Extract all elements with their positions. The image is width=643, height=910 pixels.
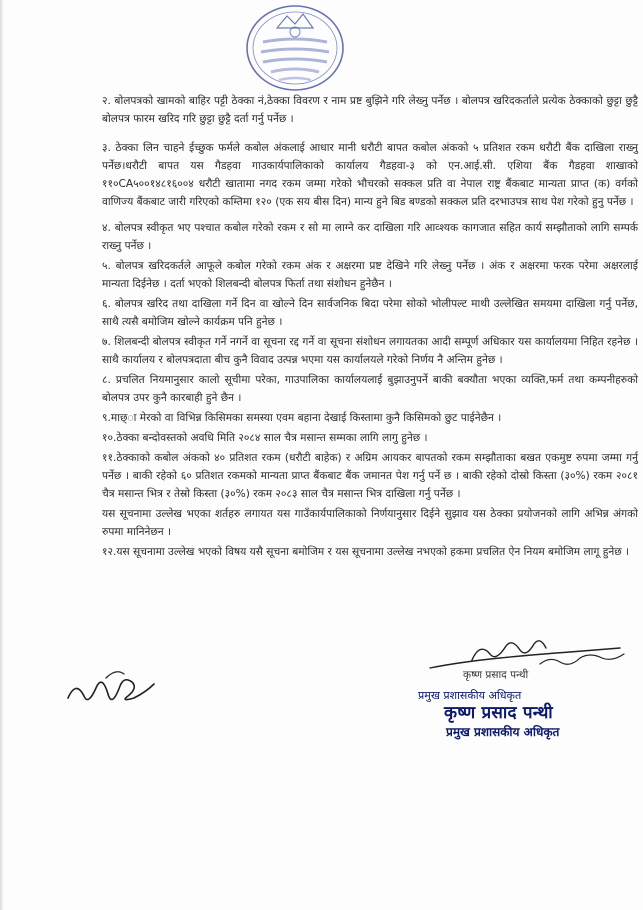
scan-edge <box>0 0 4 910</box>
clause-9: ९.माछ्ा मेरको वा विभिन्न किसिमका समस्या एवम बहाना देखाई किस्तामा कुनै किसिमको छुट पाईनेछैन । <box>102 412 502 424</box>
clause-6: ६. बोलपत्र खरिद तथा दाखिला गर्ने दिन वा खोल्ने दिन सार्वजनिक बिदा परेमा सोको भोलीपल्ट माथी उल्लेखित समयमा दाखिला गर्नु पर्नेछ, साथै त्यसै बमोजिम खोल्ने कार्यक्रम पनि हुनेछ । <box>102 298 638 328</box>
office-seal-icon <box>243 2 347 94</box>
clause-2: २. बोलपत्रको खामको बाहिर पट्टी ठेक्का नं,ठेक्का विवरण र नाम प्रष्ट बुझिने गरि लेख्नु पर्नेछ । बोलपत्र खरिदकर्ताले प्रत्येक ठेक्काको छुट्टा छुट्टै बोलपत्र फारम खरिद गरि छुट्टा छुट्टै दर्ता गर्नु पर्नेछ । <box>102 95 638 125</box>
clause-10: १०.ठेक्का बन्दोवस्तको अवधि मिति २०८४ साल चैत्र मसान्त सम्मका लागि लागु हुनेछ । <box>102 432 428 444</box>
stamp-title: प्रमुख प्रशासकीय अधिकृत <box>418 689 522 702</box>
notice-body <box>102 92 638 561</box>
stamp-name: कृष्ण प्रसाद पन्थी <box>444 703 553 723</box>
officer-signature-icon <box>420 628 643 678</box>
clause-12: १२.यस सूचनामा उल्लेख भएको विषय यसै सूचना बमोजिम र यस सूचनामा उल्लेख नभएको हकमा प्रचलित ऐन नियम बमोजिम लागू हुनेछ । <box>102 546 630 558</box>
stamp-subtitle: प्रमुख प्रशासकीय अधिकृत <box>446 725 560 739</box>
clause-7: ७. शिलबन्दी बोलपत्र स्वीकृत गर्ने नगर्ने वा सूचना रद्द गर्ने वा सूचना संशोधन लगायतका आदी सम्पूर्ण अधिकार यस कार्यालयमा निहित रहनेछ । साथै कार्यालय र बोलपत्रदाता बीच कुनै विवाद उत्पन्न भएमा यस कार्यालयले गरेको निर्णय नै अन्तिम हुनेछ । <box>102 336 638 366</box>
left-signature-icon <box>62 658 162 718</box>
clause-5: ५. बोलपत्र खरिदकर्तले आफूले कबोल गरेको रकम अंक र अक्षरमा प्रष्ट देखिने गरि लेख्नु पर्नेछ । अंक र अक्षरमा फरक परेमा अक्षरलाई मान्यता दिईनेछ । दर्ता भएको शिलबन्दी बोलपत्र फिर्ता तथा संशोधन हुनेछैन । <box>102 260 638 290</box>
clause-4: ४. बोलपत्र स्वीकृत भए पश्चात कबोल गरेको रकम र सो मा लाग्ने कर दाखिला गरि आव्श्यक कागजात सहित कार्य सम्झौताको लागि सम्पर्क राख्नु पर्नेछ । <box>102 222 638 252</box>
signer-name: कृष्ण प्रसाद पन्थी <box>463 669 529 681</box>
clause-11: ११.ठेक्काको कबोल अंकको ४० प्रतिशत रकम (धरौटी बाहेक) र अग्रिम आयकर बापतको रकम सम्झौताका बखत एकमुष्ट रुपमा जम्मा गर्नु पर्नेछ । बाकी रहेको ६० प्रतिशत रकमको मान्यता प्राप्त बैंकबाट बैंक जमानत पेश गर्नु पर्ने छ । बाकी रहेको दोस्रो किस्ता (३०%) रकम २०८१ चैत्र मसान्त भित्र र तेस्रो किस्ता (३०%) रकम २०८३ साल चैत्र मसान्त भित्र दाखिला गर्नु पर्नेछ । <box>102 452 638 500</box>
clause-3: ३. ठेक्का लिन चाहने ईच्छुक फर्मले कबोल अंकलाई आधार मानी धरौटी बापत कबोल अंकको ५ प्रतिशत रकम धरौटी बैंक दाखिला राख्नु पर्नेछ।धरौटी बापत यस गैडहवा गाउकार्यपालिकाको कार्यालय गैडहवा-३ को एन.आई.सी. एशिया बैंक गैडहवा शाखाको ११०CA५००१४८१६००४ धरौटी खातामा नगद रकम जम्मा गरेको भौचरको सक्कल प्रति वा नेपाल राष्ट्र बैंकबाट मान्यता प्राप्त (क) वर्गको वाणिज्य बैंकबाट जारी गरिएको कम्तिमा १२० (एक सय बीस दिन) मान्य हुने बिड बण्डको सक्कल प्रति दरभाउपत्र साथ पेश गरेको हुनु पर्नेछ । <box>102 142 638 208</box>
advice-clause: यस सूचनामा उल्लेख भएका शर्तहरु लगायत यस गाउँकार्यपालिकाको निर्णयानुसार दिईने सुझाव यस ठेक्का प्रयोजनको लागि अभिन्न अंगको रुपमा मानिनेछन । <box>102 508 638 538</box>
clause-8: ८. प्रचलित नियमानुसार कालो सूचीमा परेका, गाउपालिका कार्यालयलाई बुझाउनुपर्ने बाकी बक्यौता भएका व्यक्ति,फर्म तथा कम्पनीहरुको बोलपत्र उपर कुनै कारबाही हुने छैन । <box>102 374 638 404</box>
